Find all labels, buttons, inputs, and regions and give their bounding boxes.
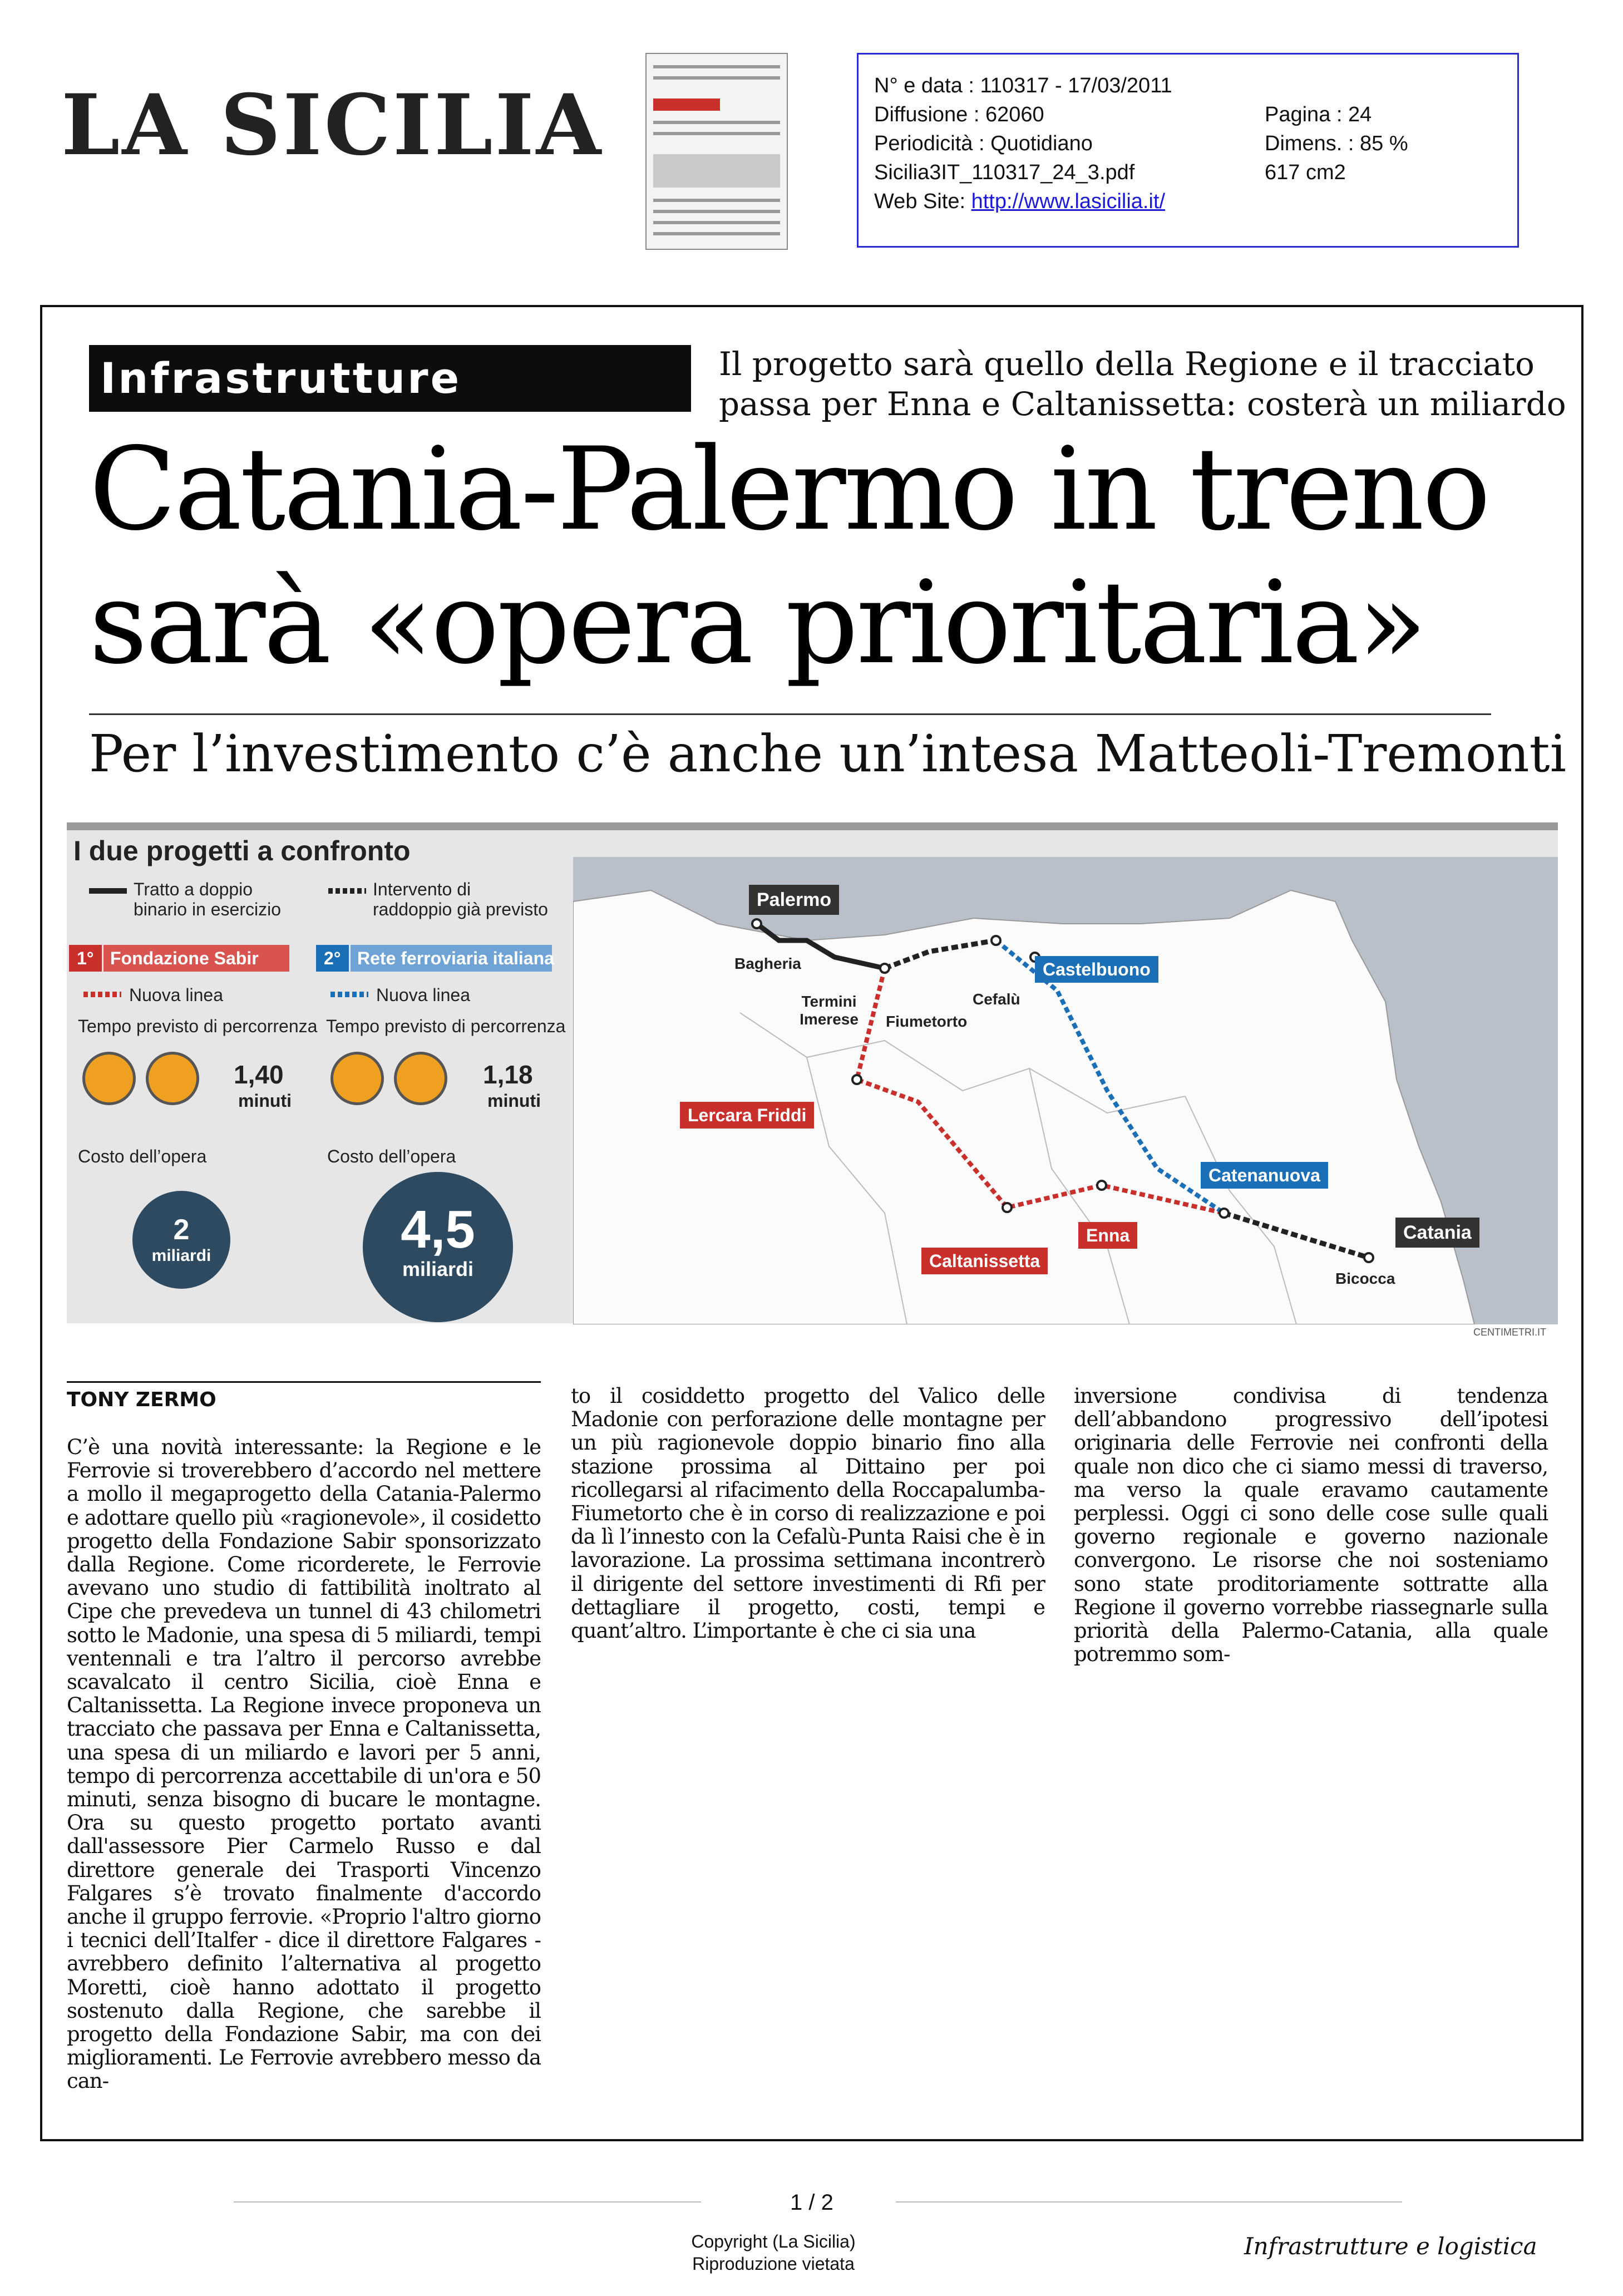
city-label-bicocca: Bicocca: [1335, 1270, 1395, 1287]
website-row: [874, 187, 1165, 216]
article-column-1: C’è una novità interessante: la Regione e le Ferrovie si troverebbero d’accordo nel mettere a mollo il megaprogetto della Catania-Palermo e adottare quello più «ragionevole», il cosidetto progetto della Fondazione Sabir sponsorizzato dalla Regione. Come ricorderete, le Ferrovie avevano uno studio di fattibilità inoltrato al Cipe che prevedeva un tunnel di 43 chilometri sotto le Madonie, una spesa di 5 miliardi, tempi ventennali e tra l’altro il percorso avrebbe scavalcato il centro Sicilia, cioè Enna e Caltanissetta. La Regione invece proponeva un tracciato che passava per Enna e Caltanissetta, una spesa di un miliardo e lavori per 5 anni, tempo di percorrenza accettabile di un'ora e 50 minuti, senza bisogno di bucare le montagne. Ora su questo progetto portato avanti dall'assessore Pier Carmelo Russo e dal direttore generale dei Trasporti Vincenzo Falgares s’è trovato finalmente d'accordo anche il gruppo ferrovie. «Proprio l'altro giorno i tecnici dell’Italfer - dice il direttore Falgares - avrebbero definito l’alternativa al progetto Moretti, cioè hanno adottato il progetto sostenuto dalla Regione, che sarebbe il progetto della Fondazione Sabir, ma con dei miglioramenti. Le Ferrovie avrebbero messo da can-: [67, 1435, 541, 2093]
project-2-name: Rete ferroviaria italiana: [351, 945, 552, 972]
project-2-time-value: 1,18: [483, 1060, 533, 1089]
copyright-notice: [662, 2230, 885, 2275]
project-1-time-value: 1,40: [234, 1060, 284, 1089]
copyright-line-2: Riproduzione vietata: [692, 2254, 855, 2274]
overtitle-line-2: passa per Enna e Caltanissetta: costerà un miliardo: [719, 385, 1566, 423]
city-label-bagheria: Bagheria: [734, 955, 801, 972]
periodicity: Periodicità : Quotidiano: [874, 132, 1093, 155]
station-palermo: [752, 919, 761, 928]
project-1-cost-label: Costo dell’opera: [78, 1146, 207, 1166]
project-2-line-sample: [330, 992, 368, 997]
infographic-top-bar: [67, 822, 1558, 830]
clock-icon: [330, 1052, 384, 1105]
overtitle-line-1: Il progetto sarà quello della Regione e il tracciato: [719, 345, 1535, 383]
station-catania: [1364, 1253, 1373, 1262]
footer-rule-left: [234, 2201, 701, 2203]
file-name: Sicilia3IT_110317_24_3.pdf: [874, 161, 1135, 184]
website-label: Web Site:: [874, 190, 971, 213]
city-label-lercara: Lercara Friddi: [680, 1102, 814, 1129]
headline-line-1: Catania-Palermo in treno: [89, 423, 1489, 556]
station-lercara: [852, 1075, 861, 1084]
section-footer: Infrastrutture e logistica: [1244, 2233, 1537, 2260]
clock-icon: [82, 1052, 136, 1105]
dimension: Dimens. : 85 %: [1265, 132, 1408, 155]
project-1-number: 1°: [69, 945, 102, 972]
station-termini: [880, 964, 889, 973]
infographic-title: I due progetti a confronto: [73, 835, 411, 866]
project-2-time-unit: minuti: [487, 1091, 541, 1111]
city-label-castelbuono: Castelbuono: [1035, 956, 1158, 983]
headline-rule: [89, 713, 1491, 715]
project-2-time-label: Tempo previsto di percorrenza: [326, 1016, 566, 1036]
city-label-caltanissetta: Caltanissetta: [921, 1248, 1048, 1274]
copyright-line-1: Copyright (La Sicilia): [691, 2231, 856, 2251]
circulation: Diffusione : 62060: [874, 103, 1044, 126]
byline-rule: [67, 1381, 541, 1383]
legend-planned-label: Intervento di raddoppio già previsto: [373, 879, 548, 919]
website-link[interactable]: http://www.lasicilia.it/: [971, 190, 1166, 213]
publication-info-box: [857, 53, 1519, 248]
page-number: Pagina : 24: [1265, 103, 1372, 126]
city-label-palermo: Palermo: [749, 885, 839, 915]
article-column-2: to il cosiddetto progetto del Valico delle Madonie con perforazione delle montagne per un più ragionevole doppio binario fino alla stazione prossima al Dittaino per poi ricollegarsi al rifacimento della Roccapalumba-Fiumetorto che è in corso di realizzazione e poi da lì l’innesto con la Cefalù-Punta Raisi che è in lavorazione. La prossima settimana incontrerò il dirigente del settore investimenti di Rfi per dettagliare il progetto, costi, tempi e quant’altro. L’importante è che ci sia una: [571, 1384, 1045, 1643]
project-1-cost-unit: miliardi: [151, 1246, 211, 1265]
station-cefalu: [991, 936, 1000, 945]
project-2-new-line-label: Nuova linea: [376, 985, 470, 1005]
article-column-3: inversione condivisa di tendenza dell’abbandono progressivo dell’ipotesi originaria delle Ferrovie nei confronti della quale non dico che ci siamo messi di traverso, ma verso la quale eravamo cautamente perplessi. Oggi ci sono delle cose sulle quali governo regionale e governo nazionale convergono. Le risorse che noi sosteniamo sono state proditoriamente sottratte alla Regione il governo vorrebbe riassegnarle sulla priorità della Palermo-Catania, alla quale potremmo som-: [1074, 1384, 1548, 1667]
project-2-cost-label: Costo dell’opera: [327, 1146, 456, 1166]
page-counter: 1 / 2: [790, 2190, 833, 2215]
headline-line-2: sarà «opera prioritaria»: [89, 557, 1425, 689]
legend-solid-line: [89, 888, 127, 894]
project-2-cost-circle: [363, 1172, 513, 1322]
clock-icon: [394, 1052, 447, 1105]
city-label-cefalu: Cefalù: [973, 991, 1020, 1008]
station-catenanuova: [1220, 1209, 1229, 1218]
city-label-catania: Catania: [1395, 1218, 1479, 1248]
area: 617 cm2: [1265, 161, 1346, 184]
issue-number-date: N° e data : 110317 - 17/03/2011: [874, 74, 1172, 97]
project-1-cost-value: 2: [173, 1214, 190, 1246]
subheadline: Per l’investimento c’è anche un’intesa Matteoli-Tremonti: [89, 724, 1567, 784]
city-label-enna: Enna: [1078, 1222, 1137, 1249]
project-2-cost-unit: miliardi: [402, 1258, 474, 1280]
project-1-time-unit: minuti: [238, 1091, 292, 1111]
footer-rule-right: [896, 2201, 1402, 2203]
project-1-time-label: Tempo previsto di percorrenza: [78, 1016, 318, 1036]
project-1-line-sample: [83, 992, 121, 997]
project-1-name: Fondazione Sabir: [103, 945, 289, 972]
sicily-railway-map: [573, 857, 1558, 1324]
project-2-number: 2°: [316, 945, 349, 972]
city-label-fiumetorto: Fiumetorto: [886, 1013, 968, 1030]
station-enna: [1097, 1181, 1106, 1190]
project-2-cost-value: 4,5: [401, 1200, 475, 1259]
project-1-new-line-label: Nuova linea: [129, 985, 223, 1005]
graphic-credit: CENTIMETRI.IT: [1473, 1327, 1546, 1338]
map-svg: [573, 857, 1558, 1324]
byline: TONY ZERMO: [67, 1388, 216, 1411]
city-label-termini: Termini Imerese: [800, 993, 859, 1028]
section-kicker: Infrastrutture: [89, 345, 691, 412]
city-label-catenanuova: Catenanuova: [1201, 1162, 1328, 1189]
legend-dashed-line: [328, 888, 366, 894]
masthead-logo: LA SICILIA: [61, 76, 604, 174]
project-1-cost-circle: [132, 1191, 230, 1289]
clock-icon: [146, 1052, 199, 1105]
station-caltanissetta: [1003, 1203, 1012, 1212]
legend-existing-label: Tratto a doppio binario in esercizio: [134, 879, 282, 919]
page-thumbnail: [645, 53, 788, 250]
overtitle: [719, 344, 1566, 424]
